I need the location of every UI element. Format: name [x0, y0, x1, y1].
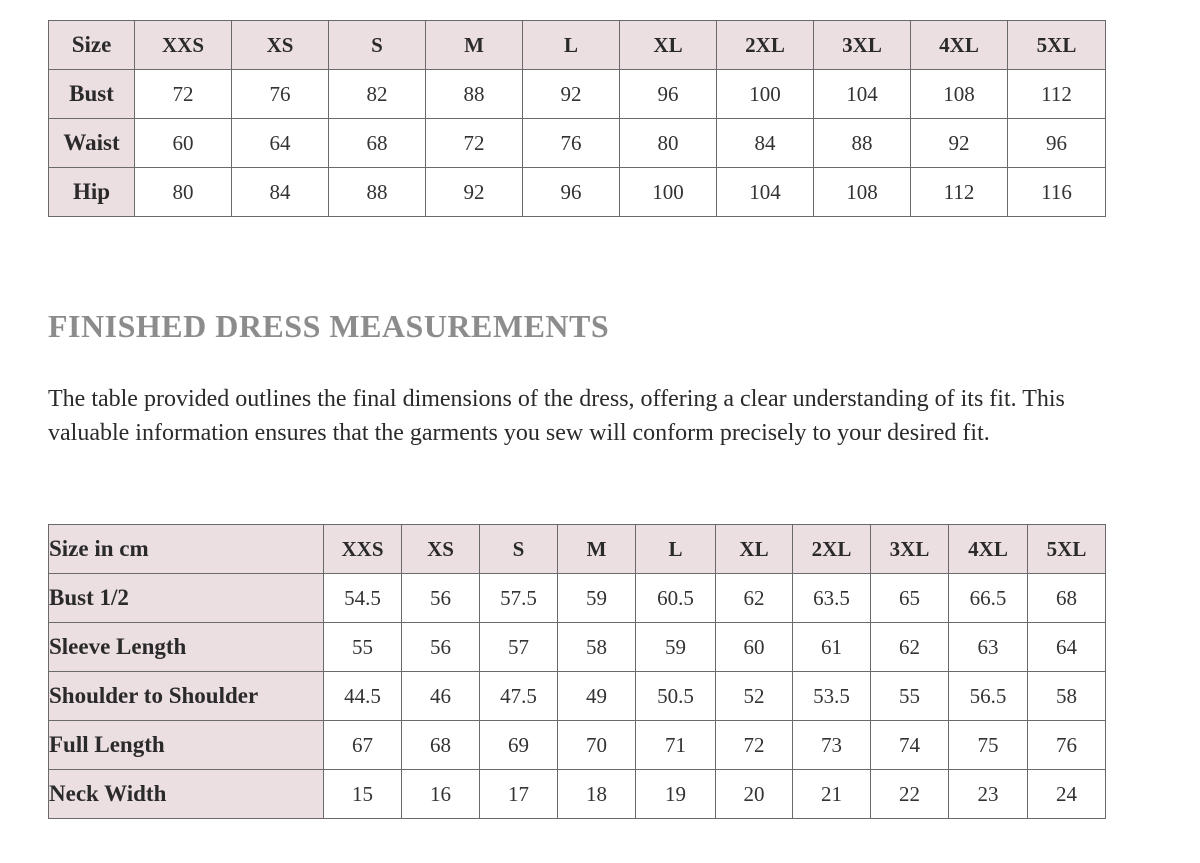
table-cell: 62 — [871, 623, 949, 672]
header-cell: XL — [620, 21, 717, 70]
table-cell: 92 — [911, 119, 1008, 168]
header-cell: Size — [49, 21, 135, 70]
table-cell: 68 — [329, 119, 426, 168]
finished-table-header-row — [49, 525, 1106, 574]
table-cell: 46 — [402, 672, 480, 721]
table-cell: 55 — [871, 672, 949, 721]
table-cell: 24 — [1028, 770, 1106, 819]
header-cell: S — [480, 525, 558, 574]
table-cell: 49 — [558, 672, 636, 721]
header-cell: XL — [716, 525, 793, 574]
header-cell: 5XL — [1028, 525, 1106, 574]
header-cell: 2XL — [793, 525, 871, 574]
table-cell: 73 — [793, 721, 871, 770]
table-row — [49, 574, 1106, 623]
table-cell: 62 — [716, 574, 793, 623]
table-cell: 44.5 — [324, 672, 402, 721]
row-label: Full Length — [49, 721, 324, 770]
table-cell: 20 — [716, 770, 793, 819]
table-cell: 68 — [402, 721, 480, 770]
table-row — [49, 672, 1106, 721]
table-row — [49, 119, 1106, 168]
table-cell: 55 — [324, 623, 402, 672]
table-cell: 60 — [716, 623, 793, 672]
table-cell: 74 — [871, 721, 949, 770]
header-cell: S — [329, 21, 426, 70]
table-cell: 56 — [402, 574, 480, 623]
table-cell: 76 — [232, 70, 329, 119]
header-cell: XXS — [135, 21, 232, 70]
header-cell: 4XL — [949, 525, 1028, 574]
header-cell: XS — [232, 21, 329, 70]
finished-dress-table — [48, 524, 1106, 819]
header-cell: 3XL — [814, 21, 911, 70]
table-cell: 15 — [324, 770, 402, 819]
header-cell: XXS — [324, 525, 402, 574]
table-cell: 116 — [1008, 168, 1106, 217]
table-cell: 112 — [911, 168, 1008, 217]
table-cell: 16 — [402, 770, 480, 819]
table-cell: 56.5 — [949, 672, 1028, 721]
table-cell: 63 — [949, 623, 1028, 672]
table-cell: 68 — [1028, 574, 1106, 623]
table-cell: 53.5 — [793, 672, 871, 721]
table-cell: 76 — [1028, 721, 1106, 770]
table-cell: 92 — [523, 70, 620, 119]
row-label: Bust 1/2 — [49, 574, 324, 623]
table-cell: 88 — [814, 119, 911, 168]
header-cell: Size in cm — [49, 525, 324, 574]
table-cell: 56 — [402, 623, 480, 672]
table-cell: 23 — [949, 770, 1028, 819]
table-cell: 57 — [480, 623, 558, 672]
table-cell: 63.5 — [793, 574, 871, 623]
table-cell: 59 — [558, 574, 636, 623]
table-cell: 100 — [717, 70, 814, 119]
table-cell: 88 — [426, 70, 523, 119]
table-cell: 64 — [232, 119, 329, 168]
row-label: Hip — [49, 168, 135, 217]
table-row — [49, 721, 1106, 770]
table-cell: 59 — [636, 623, 716, 672]
table-cell: 18 — [558, 770, 636, 819]
table-row — [49, 70, 1106, 119]
table-cell: 75 — [949, 721, 1028, 770]
table-cell: 66.5 — [949, 574, 1028, 623]
table-cell: 58 — [1028, 672, 1106, 721]
table-row — [49, 623, 1106, 672]
header-cell: 3XL — [871, 525, 949, 574]
header-cell: L — [636, 525, 716, 574]
table-cell: 92 — [426, 168, 523, 217]
table-cell: 72 — [716, 721, 793, 770]
table-cell: 54.5 — [324, 574, 402, 623]
table-cell: 67 — [324, 721, 402, 770]
table-cell: 50.5 — [636, 672, 716, 721]
header-cell: XS — [402, 525, 480, 574]
table-cell: 57.5 — [480, 574, 558, 623]
table-cell: 100 — [620, 168, 717, 217]
table-cell: 19 — [636, 770, 716, 819]
table-row — [49, 770, 1106, 819]
table-cell: 60 — [135, 119, 232, 168]
table-cell: 112 — [1008, 70, 1106, 119]
table-cell: 88 — [329, 168, 426, 217]
header-cell: 4XL — [911, 21, 1008, 70]
table-cell: 104 — [717, 168, 814, 217]
table-cell: 22 — [871, 770, 949, 819]
header-cell: M — [426, 21, 523, 70]
table-cell: 76 — [523, 119, 620, 168]
table-cell: 61 — [793, 623, 871, 672]
header-cell: M — [558, 525, 636, 574]
table-cell: 72 — [426, 119, 523, 168]
table-cell: 69 — [480, 721, 558, 770]
table-cell: 84 — [717, 119, 814, 168]
row-label: Bust — [49, 70, 135, 119]
table-cell: 60.5 — [636, 574, 716, 623]
row-label: Sleeve Length — [49, 623, 324, 672]
table-row — [49, 168, 1106, 217]
table-cell: 71 — [636, 721, 716, 770]
table-cell: 65 — [871, 574, 949, 623]
table-cell: 108 — [911, 70, 1008, 119]
table-cell: 47.5 — [480, 672, 558, 721]
table-cell: 17 — [480, 770, 558, 819]
table-cell: 104 — [814, 70, 911, 119]
table-cell: 58 — [558, 623, 636, 672]
table-cell: 96 — [1008, 119, 1106, 168]
body-table-header-row — [49, 21, 1106, 70]
header-cell: 2XL — [717, 21, 814, 70]
table-cell: 64 — [1028, 623, 1106, 672]
table-cell: 96 — [523, 168, 620, 217]
table-cell: 72 — [135, 70, 232, 119]
header-cell: L — [523, 21, 620, 70]
table-cell: 80 — [620, 119, 717, 168]
table-cell: 80 — [135, 168, 232, 217]
table-cell: 82 — [329, 70, 426, 119]
table-cell: 21 — [793, 770, 871, 819]
body-size-table — [48, 20, 1106, 217]
table-cell: 70 — [558, 721, 636, 770]
header-cell: 5XL — [1008, 21, 1106, 70]
table-cell: 84 — [232, 168, 329, 217]
row-label: Neck Width — [49, 770, 324, 819]
table-cell: 108 — [814, 168, 911, 217]
row-label: Waist — [49, 119, 135, 168]
row-label: Shoulder to Shoulder — [49, 672, 324, 721]
table-cell: 52 — [716, 672, 793, 721]
table-cell: 96 — [620, 70, 717, 119]
section-title: FINISHED DRESS MEASUREMENTS — [48, 308, 610, 344]
section-description: The table provided outlines the final dimensions of the dress, offering a clear understanding of its fit. This valuable information ensures that the garments you sew will conform precisely to your desired fit. — [48, 386, 1065, 446]
